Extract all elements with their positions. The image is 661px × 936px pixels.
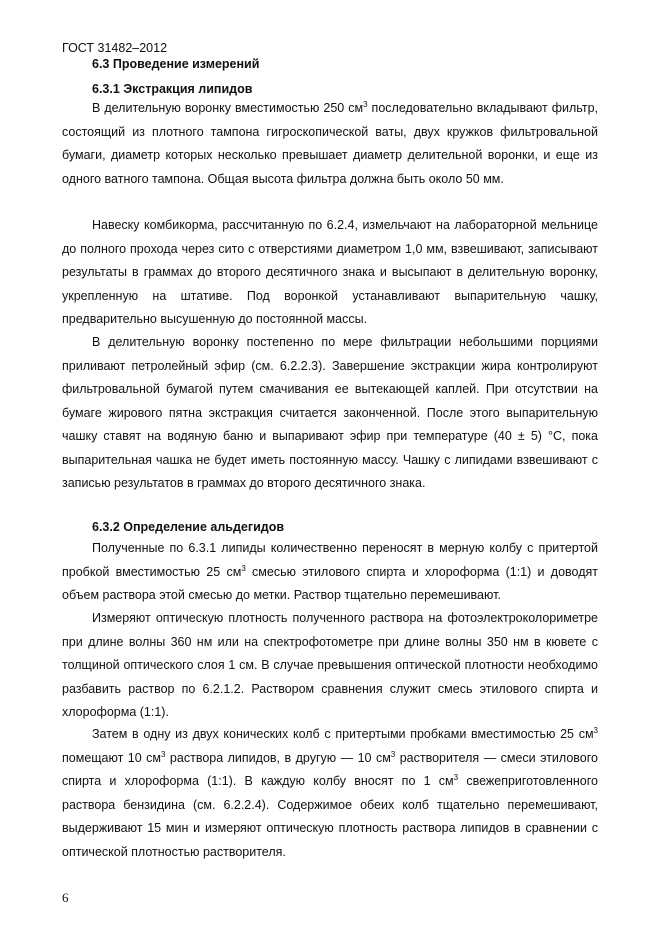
section-heading-6-3: 6.3 Проведение измерений	[92, 57, 260, 71]
paragraph-sample: Навеску комбикорма, рассчитанную по 6.2.4, измельчают на лабораторной мельнице до полного прохода через сито с отверстиями диаметром 1,0 мм, взвешивают, записывают результаты в граммах до второго десятичного знака и высыпают в делительную воронку, укрепленную на штативе. Под воронкой устанавливают выпарительную чашку, предварительно высушенную до постоянной массы.	[62, 218, 598, 326]
section-heading-6-3-1: 6.3.1 Экстракция липидов	[92, 82, 253, 96]
paragraph-extraction: В делительную воронку постепенно по мере фильтрации небольшими порциями приливают петролейный эфир (см. 6.2.2.3). Завершение экстракции жира контролируют фильтровальной бумагой путем смачивания ее вытекающей каплей. При отсутствии на бумаге жирового пятна экстракция считается законченной. После этого выпарительную чашку ставят на водяную баню и выпаривают эфир при температуре (40 ± 5) °С, пока выпарительная чашка не будет иметь постоянную массу. Чашку с липидами взвешивают с записью результатов в граммах до второго десятичного знака.	[62, 335, 598, 490]
section-heading-6-3-2: 6.3.2 Определение альдегидов	[92, 520, 285, 534]
paragraph-optical-density: Измеряют оптическую плотность полученного раствора на фотоэлектроколориметре при длине волны 360 нм или на спектрофотометре при длине волны 350 нм в кювете с толщиной оптического слоя 1 см. В случае превышения оптической плотности необходимо разбавить раствор по 6.2.1.2. Раствором сравнения служит смесь этилового спирта и хлороформа (1:1).	[62, 611, 598, 719]
page-number: 6	[62, 890, 69, 905]
standard-designation: ГОСТ 31482–2012	[62, 41, 168, 55]
paragraph-flasks: Затем в одну из двух конических колб с притертыми пробками вместимостью 25 $см^3$ помещают 10 $см^3$ раствора липидов, в другую — 10 $см^3$ растворителя — смеси этилового спирта и хлороформа (1:1). В каждую колбу вносят по 1 $см^3$ свежеприготовленного раствора бензидина (см. 6.2.2.4). Содержимое обеих колб тщательно перемешивают, выдерживают 15 мин и измеряют оптическую плотность раствора липидов в сравнении с оптической плотностью растворителя.	[62, 725, 598, 859]
paragraph-funnel: В делительную воронку вместимостью 250 $см^3$ последовательно вкладывают фильтр, состоящий из плотного тампона гигроскопической ваты, двух кружков фильтровальной бумаги, диаметр которых несколько превышает диаметр делительной воронки, и еще из одного ватного тампона. Общая высота фильтра должна быть около 50 мм.	[62, 99, 598, 186]
paragraph-transfer: Полученные по 6.3.1 липиды количественно переносят в мерную колбу с притертой пробкой вместимостью 25 $см^3$ смесью этилового спирта и хлороформа (1:1) и доводят объем раствора этой смесью до метки. Раствор тщательно перемешивают.	[62, 541, 598, 602]
